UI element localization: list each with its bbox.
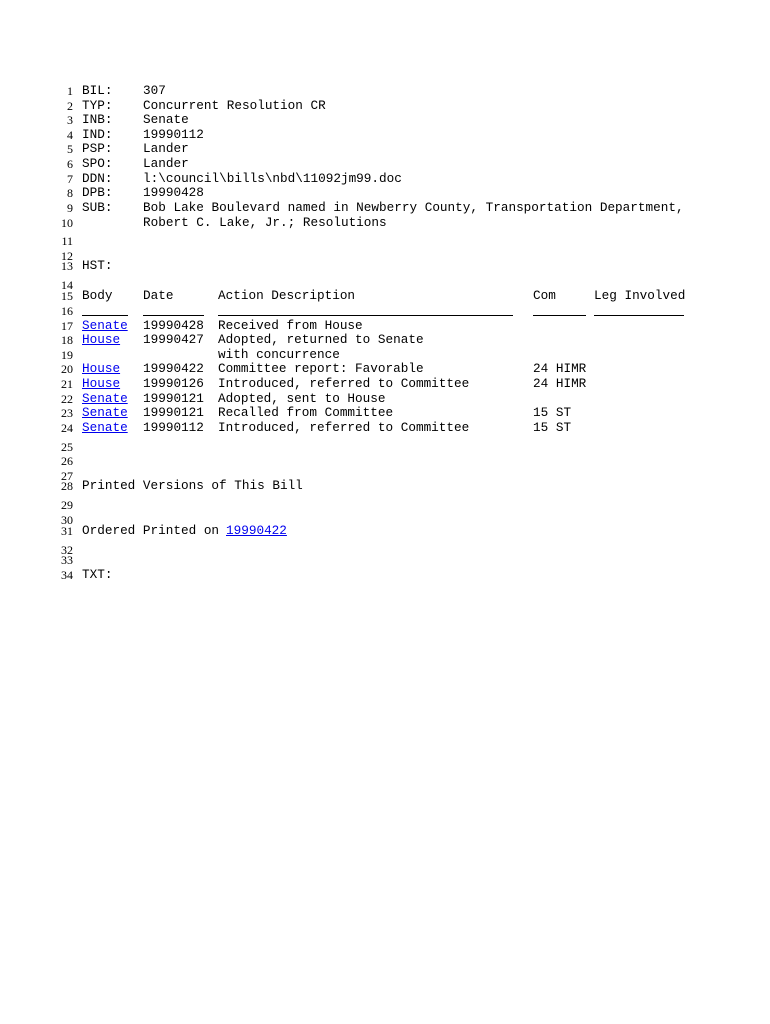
history-body-link[interactable]: House [82, 361, 121, 376]
line-number: 16 [61, 304, 73, 318]
line-number: 14 [61, 278, 73, 292]
line-number: 21 [61, 377, 73, 391]
ordered-printed-date-link[interactable]: 19990422 [226, 523, 287, 538]
history-action: Received from House [218, 318, 363, 333]
history-header-action: Action Description [218, 288, 356, 303]
history-action: Committee report: Favorable [218, 361, 424, 376]
line-number: 26 [61, 454, 73, 468]
history-date: 19990427 [143, 332, 204, 347]
history-header-com: Com [533, 288, 556, 303]
history-date: 19990112 [143, 420, 204, 435]
history-action: Recalled from Committee [218, 405, 394, 420]
line-number: 15 [61, 289, 73, 303]
hst-label: HST: [82, 258, 113, 273]
line-number: 6 [67, 157, 73, 171]
field-label-ddn: DDN: [82, 171, 113, 186]
line-number: 9 [67, 201, 73, 215]
history-header-leg-involved: Leg Involved [594, 288, 686, 303]
line-number: 20 [61, 362, 73, 376]
field-value-typ: Concurrent Resolution CR [143, 98, 326, 113]
history-action: Introduced, referred to Committee [218, 420, 470, 435]
line-number: 34 [61, 568, 73, 582]
history-date: 19990126 [143, 376, 204, 391]
field-label-psp: PSP: [82, 141, 113, 156]
field-value-psp: Lander [143, 141, 189, 156]
field-label-inb: INB: [82, 112, 113, 127]
line-number: 22 [61, 392, 73, 406]
header-rule-com [533, 315, 586, 316]
txt-label: TXT: [82, 567, 113, 582]
line-number: 31 [61, 524, 73, 538]
field-value-spo: Lander [143, 156, 189, 171]
field-value-inb: Senate [143, 112, 189, 127]
field-label-dpb: DPB: [82, 185, 113, 200]
field-value-sub: Bob Lake Boulevard named in Newberry County, Transportation Department, [143, 200, 684, 215]
field-label-ind: IND: [82, 127, 113, 142]
line-number: 7 [67, 172, 73, 186]
field-label-typ: TYP: [82, 98, 113, 113]
line-number: 19 [61, 348, 73, 362]
printed-versions-title: Printed Versions of This Bill [82, 478, 303, 493]
line-number: 3 [67, 113, 73, 127]
history-date: 19990422 [143, 361, 204, 376]
line-number: 2 [67, 99, 73, 113]
field-value-bil: 307 [143, 83, 166, 98]
line-number: 5 [67, 142, 73, 156]
field-label-spo: SPO: [82, 156, 113, 171]
ordered-printed-label: Ordered Printed on [82, 523, 227, 538]
line-number: 32 [61, 543, 73, 557]
history-action: with concurrence [218, 347, 340, 362]
history-body-link[interactable]: Senate [82, 391, 128, 406]
history-date: 19990121 [143, 405, 204, 420]
line-number: 25 [61, 440, 73, 454]
line-number: 27 [61, 469, 73, 483]
history-body-link[interactable]: Senate [82, 420, 128, 435]
line-number: 18 [61, 333, 73, 347]
field-label-bil: BIL: [82, 83, 113, 98]
history-action: Introduced, referred to Committee [218, 376, 470, 391]
line-number: 23 [61, 406, 73, 420]
field-value-ind: 19990112 [143, 127, 204, 142]
line-number: 1 [67, 84, 73, 98]
line-number: 29 [61, 498, 73, 512]
header-rule-body [82, 315, 128, 316]
history-body-link[interactable]: House [82, 376, 121, 391]
line-number: 28 [61, 479, 73, 493]
header-rule-leg-involved [594, 315, 684, 316]
line-number: 13 [61, 259, 73, 273]
history-header-date: Date [143, 288, 174, 303]
history-header-body: Body [82, 288, 113, 303]
history-action: Adopted, sent to House [218, 391, 386, 406]
line-number: 4 [67, 128, 73, 142]
line-number: 17 [61, 319, 73, 333]
history-date: 19990428 [143, 318, 204, 333]
line-number: 24 [61, 421, 73, 435]
history-com: 15 ST [533, 420, 572, 435]
history-date: 19990121 [143, 391, 204, 406]
header-rule-date [143, 315, 204, 316]
field-value-sub-continuation: Robert C. Lake, Jr.; Resolutions [143, 215, 387, 230]
header-rule-action [218, 315, 513, 316]
field-value-ddn: l:\council\bills\nbd\11092jm99.doc [143, 171, 402, 186]
history-com: 24 HIMR [533, 376, 587, 391]
history-body-link[interactable]: Senate [82, 318, 128, 333]
line-number: 33 [61, 553, 73, 567]
field-value-dpb: 19990428 [143, 185, 204, 200]
line-number: 30 [61, 513, 73, 527]
field-label-sub: SUB: [82, 200, 113, 215]
line-number: 8 [67, 186, 73, 200]
history-com: 24 HIMR [533, 361, 587, 376]
history-action: Adopted, returned to Senate [218, 332, 424, 347]
history-body-link[interactable]: Senate [82, 405, 128, 420]
line-number: 10 [61, 216, 73, 230]
line-number: 12 [61, 249, 73, 263]
history-com: 15 ST [533, 405, 572, 420]
line-number: 11 [61, 234, 73, 248]
history-body-link[interactable]: House [82, 332, 121, 347]
